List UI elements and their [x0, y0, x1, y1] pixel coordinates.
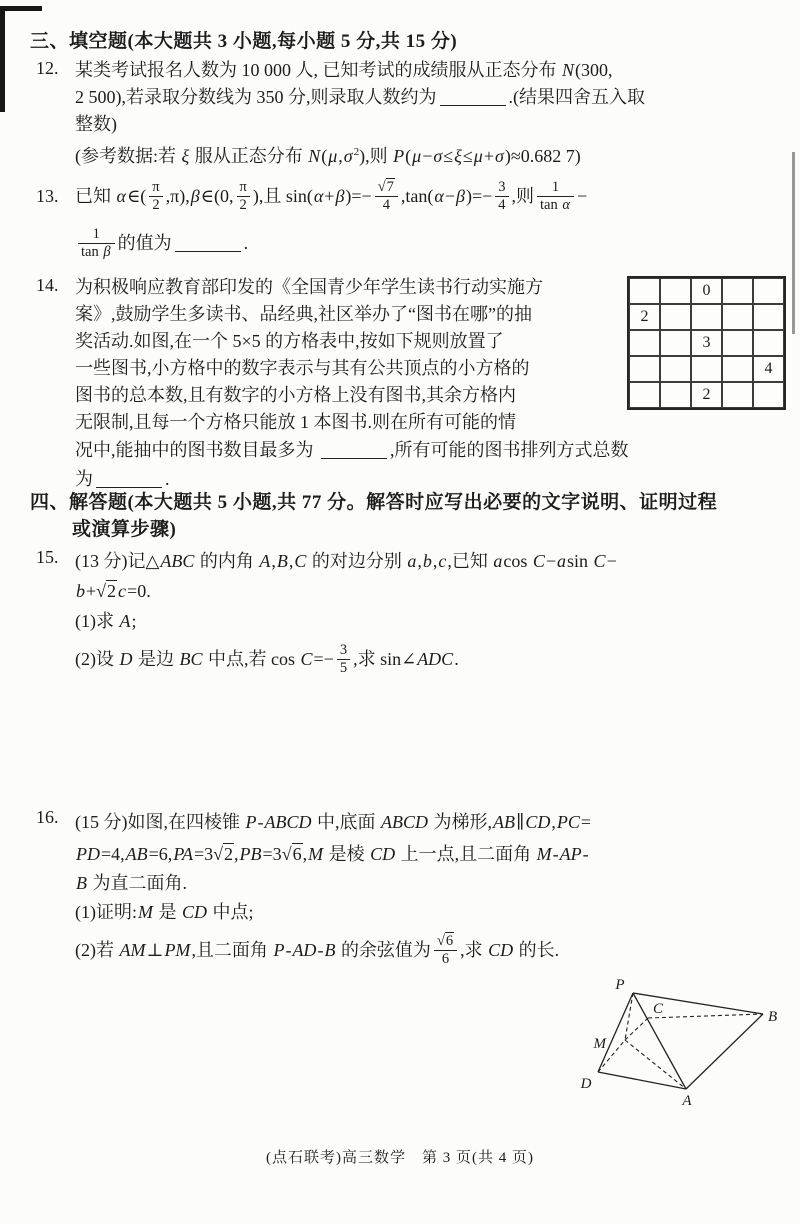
vertex-label-C: C: [653, 1001, 664, 1017]
question-15: [30, 546, 786, 683]
grid-cell: [722, 304, 753, 330]
number-grid: [627, 276, 786, 410]
pyramid-figure: [556, 976, 794, 1110]
question-12: [30, 57, 786, 171]
edge-CB-dashed: [648, 1014, 763, 1018]
page-footer: (点石联考)高三数学 第 3 页(共 4 页): [266, 1150, 534, 1166]
answer-blank: [440, 87, 506, 106]
grid-cell: [753, 382, 784, 408]
question-15-number: 15.: [36, 547, 59, 567]
question-13-number: 13.: [36, 186, 59, 206]
grid-cell: [753, 304, 784, 330]
answer-blank: [175, 233, 241, 252]
q15-part-2: (2)设 D 是边 BC 中点,若 cos C=− $\frac{3}{5}$ ,求 sin∠ADC.: [75, 642, 459, 677]
q13-line-2: $\frac{1}{\text{tan β}}$ 的值为 .: [75, 220, 786, 267]
q14-line-1: 为积极响应教育部印发的《全国青少年学生读书行动实施方: [75, 277, 543, 297]
q16-part-2: (2)若 AM⊥PM,且二面角 P-AD-B 的余弦值为 $\frac{√6}{6}$ ,求 CD 的长.: [75, 933, 560, 968]
grid-cell: [660, 382, 691, 408]
grid-cell: [722, 330, 753, 356]
grid-cell: 4: [753, 356, 784, 382]
fraction: $\frac{1}{\text{tan β}}$: [78, 226, 115, 261]
section4-header-line-2: 或演算步骤): [72, 519, 177, 540]
section4-header: [30, 489, 786, 543]
grid-cell: [753, 278, 784, 304]
q14-line-5: 图书的总本数,且有数字的小方格上没有图书,其余方格内: [75, 385, 516, 405]
q14-line-6: 无限制,且每一个方格只能放 1 本图书.则在所有可能的情: [75, 412, 516, 432]
fraction: $\frac{\pi}{2}$: [149, 179, 162, 214]
grid-cell: [629, 278, 660, 304]
fraction: $\frac{√6}{6}$: [434, 933, 457, 968]
grid-cell: 2: [691, 382, 722, 408]
vertex-label-D: D: [580, 1076, 592, 1092]
q16-line-3: B 为直二面角.: [76, 873, 187, 893]
q16-line-1: (15 分)如图,在四棱锥 P-ABCD 中,底面 ABCD 为梯形,AB∥CD,PC=: [75, 812, 592, 832]
edge-DA: [598, 1072, 686, 1089]
fraction: $\frac{1}{\text{tan α}}$: [537, 179, 574, 214]
pyramid-figure-svg: [556, 976, 794, 1110]
grid-cell: 2: [629, 304, 660, 330]
grid-cell: 3: [691, 330, 722, 356]
q16-part-1: (1)证明:M 是 CD 中点;: [75, 902, 254, 922]
scan-artifact-right: [792, 152, 795, 334]
q13-line-1: 已知 α∈( $\frac{\pi}{2}$ ,π),β∈(0, $\frac{\pi}{2}$ ),且 sin(α+β)=− $\frac{√7}{4}$ ,tan(α−β)=− $\frac{3}{4}$ ,则 $\frac{1}{\text{tan α}}$ −: [75, 179, 588, 214]
question-14-number: 14.: [36, 275, 59, 295]
q12-line-3: 整数): [75, 114, 117, 134]
vertex-label-M: M: [593, 1036, 606, 1052]
fraction: $\frac{3}{4}$: [495, 179, 508, 214]
q15-part-1: (1)求 A;: [75, 611, 137, 631]
edge-AB: [686, 1014, 763, 1089]
section4-header-line-1: 四、解答题(本大题共 5 小题,共 77 分。解答时应写出必要的文字说明、证明过程: [30, 492, 718, 513]
section3-header: 三、填空题(本大题共 3 小题,每小题 5 分,共 15 分): [30, 31, 458, 52]
q12-line-1: 某类考试报名人数为 10 000 人, 已知考试的成绩服从正态分布 N(300,: [75, 60, 613, 80]
grid-cell: [722, 278, 753, 304]
vertex-label-A: A: [682, 1093, 692, 1109]
fraction: $\frac{\pi}{2}$: [237, 179, 250, 214]
q16-line-2: PD=4,AB=6,PA=3√2,PB=3√6,M 是棱 CD 上一点,且二面角 M-AP-: [76, 844, 589, 864]
q14-line-7: 况中,能抽中的图书数目最多为 ,所有可能的图书排列方式总数: [75, 440, 629, 460]
question-16-number: 16.: [36, 807, 59, 827]
q14-line-4: 一些图书,小方格中的数字表示与其有公共顶点的小方格的: [75, 358, 530, 378]
question-14: [30, 274, 786, 494]
grid-cell: [629, 356, 660, 382]
scan-artifact-top: [0, 6, 42, 11]
grid-cell: [629, 382, 660, 408]
grid-cell: [753, 330, 784, 356]
grid-cell: [691, 304, 722, 330]
edge-PD: [598, 993, 633, 1072]
question-12-number: 12.: [36, 58, 59, 78]
question-16: [30, 806, 786, 974]
grid-cell: [722, 382, 753, 408]
q15-line-1: (13 分)记△ABC 的内角 A,B,C 的对边分别 a,b,c,已知 acos C−asin C−: [75, 551, 617, 571]
question-13: [30, 173, 786, 267]
grid-cell: [660, 356, 691, 382]
grid-cell: [722, 356, 753, 382]
fraction: $\frac{√7}{4}$: [375, 179, 398, 214]
vertex-label-P: P: [615, 977, 625, 993]
grid-cell: [691, 356, 722, 382]
grid-cell: [660, 278, 691, 304]
q14-line-2: 案》,鼓励学生多读书、品经典,社区举办了“图书在哪”的抽: [75, 304, 532, 324]
grid-cell: [660, 330, 691, 356]
q12-line-2: 2 500),若录取分数线为 350 分,则录取人数约为 .(结果四舍五入取: [75, 87, 645, 107]
answer-blank: [96, 469, 162, 488]
grid-cell: [660, 304, 691, 330]
fraction: $\frac{3}{5}$: [337, 642, 350, 677]
grid-cell: [629, 330, 660, 356]
answer-blank: [321, 440, 387, 459]
grid-cell: 0: [691, 278, 722, 304]
q14-line-3: 奖活动.如图,在一个 5×5 的方格表中,按如下规则放置了: [75, 331, 504, 351]
q15-line-2: b+√2 c=0.: [76, 581, 151, 601]
scan-artifact-left: [0, 6, 5, 112]
q12-line-4: (参考数据:若 ξ 服从正态分布 $N(\mu,\sigma^2)$,则 P(μ−σ≤ξ≤μ+σ)≈0.682 7): [75, 146, 581, 166]
q14-line-8: 为 .: [75, 469, 170, 489]
vertex-label-B: B: [768, 1009, 778, 1025]
edge-MA-dashed: [625, 1040, 686, 1089]
